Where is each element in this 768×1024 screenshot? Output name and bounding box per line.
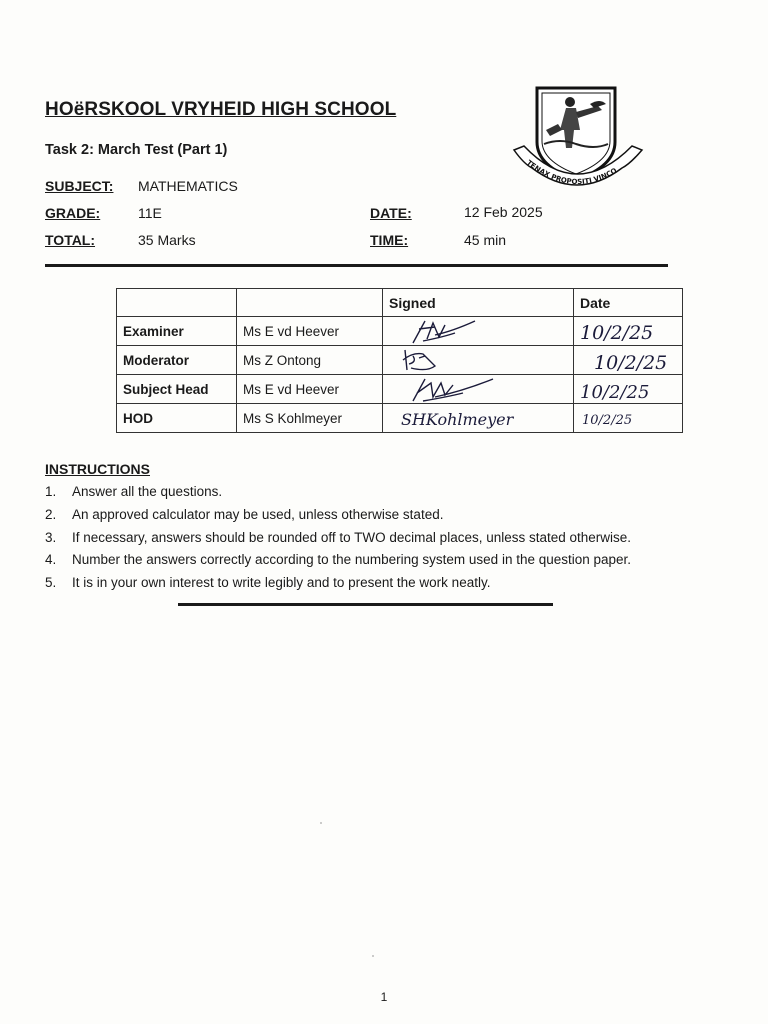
handwritten-signature xyxy=(383,404,573,432)
name-cell: Ms Z Ontong xyxy=(237,346,383,375)
item-number: 5. xyxy=(45,575,57,591)
item-text: If necessary, answers should be rounded off to TWO decimal places, unless stated otherwise. xyxy=(72,529,632,545)
signature-cell xyxy=(383,346,574,375)
item-number: 4. xyxy=(45,552,57,568)
list-item xyxy=(45,507,631,530)
table-header-row xyxy=(117,289,683,317)
date-label: DATE: xyxy=(370,205,412,221)
grade-label: GRADE: xyxy=(45,205,101,221)
role-cell: Examiner xyxy=(117,317,237,346)
item-number: 2. xyxy=(45,506,57,522)
name-cell: Ms E vd Heever xyxy=(237,317,383,346)
total-value: 35 Marks xyxy=(138,232,196,248)
svg-text:10/2/25: 10/2/25 xyxy=(580,382,650,403)
signature-cell xyxy=(383,317,574,346)
item-number: 3. xyxy=(45,529,57,545)
role-cell: Subject Head xyxy=(117,375,237,404)
paper-speck xyxy=(372,955,374,957)
task-title: Task 2: March Test (Part 1) xyxy=(45,142,228,158)
total-label: TOTAL: xyxy=(45,232,96,248)
instructions-list xyxy=(45,484,631,598)
school-name: HOëRSKOOL VRYHEID HIGH SCHOOL xyxy=(45,99,397,120)
handwritten-date xyxy=(574,404,682,432)
item-text: An approved calculator may be used, unless otherwise stated. xyxy=(72,506,444,522)
subject-value: MATHEMATICS xyxy=(138,178,238,194)
table-row xyxy=(117,346,683,375)
handwritten-signature xyxy=(383,317,573,345)
header-cell-signed: Signed xyxy=(383,289,574,317)
name-cell: Ms S Kohlmeyer xyxy=(237,404,383,433)
item-text: It is in your own interest to write legibly and to present the work neatly. xyxy=(72,575,491,591)
instructions-divider xyxy=(178,603,553,606)
role-cell: HOD xyxy=(117,404,237,433)
date-cell xyxy=(574,346,683,375)
item-text: Number the answers correctly according to the numbering system used in the question paper. xyxy=(72,552,632,568)
signature-cell xyxy=(383,404,574,433)
handwritten-signature xyxy=(383,375,573,403)
date-cell xyxy=(574,404,683,433)
svg-text:SHKohlmeyer: SHKohlmeyer xyxy=(401,410,514,429)
signoff-table xyxy=(116,288,683,433)
page-number: 1 xyxy=(380,990,388,1004)
instructions-title: INSTRUCTIONS xyxy=(45,461,150,477)
grade-value: 11E xyxy=(138,205,162,221)
svg-text:TENAX PROPOSITI VINCO: TENAX PROPOSITI VINCO xyxy=(525,158,619,187)
item-number: 1. xyxy=(45,484,57,499)
header-cell-role xyxy=(117,289,237,317)
school-crest-icon xyxy=(510,84,645,199)
signature-cell xyxy=(383,375,574,404)
table-row xyxy=(117,375,683,404)
date-cell xyxy=(574,375,683,404)
time-value: 45 min xyxy=(464,232,507,248)
header-cell-date: Date xyxy=(574,289,683,317)
date-value: 12 Feb 2025 xyxy=(464,204,543,220)
handwritten-date xyxy=(574,375,682,403)
table-row xyxy=(117,404,683,433)
svg-text:10/2/25: 10/2/25 xyxy=(582,413,633,428)
name-cell: Ms E vd Heever xyxy=(237,375,383,404)
header-divider xyxy=(45,264,668,267)
header-cell-name xyxy=(237,289,383,317)
list-item xyxy=(45,552,631,575)
list-item xyxy=(45,575,631,598)
subject-label: SUBJECT: xyxy=(45,178,114,194)
list-item xyxy=(45,484,631,507)
date-cell xyxy=(574,317,683,346)
svg-text:10/2/25: 10/2/25 xyxy=(594,352,668,374)
svg-text:10/2/25: 10/2/25 xyxy=(580,322,654,344)
paper-speck xyxy=(320,822,322,824)
role-cell: Moderator xyxy=(117,346,237,375)
list-item xyxy=(45,530,631,553)
table-row xyxy=(117,317,683,346)
time-label: TIME: xyxy=(370,232,409,248)
item-text: Answer all the questions. xyxy=(72,484,223,499)
handwritten-signature xyxy=(383,346,573,374)
handwritten-date xyxy=(574,346,682,374)
handwritten-date xyxy=(574,317,682,345)
